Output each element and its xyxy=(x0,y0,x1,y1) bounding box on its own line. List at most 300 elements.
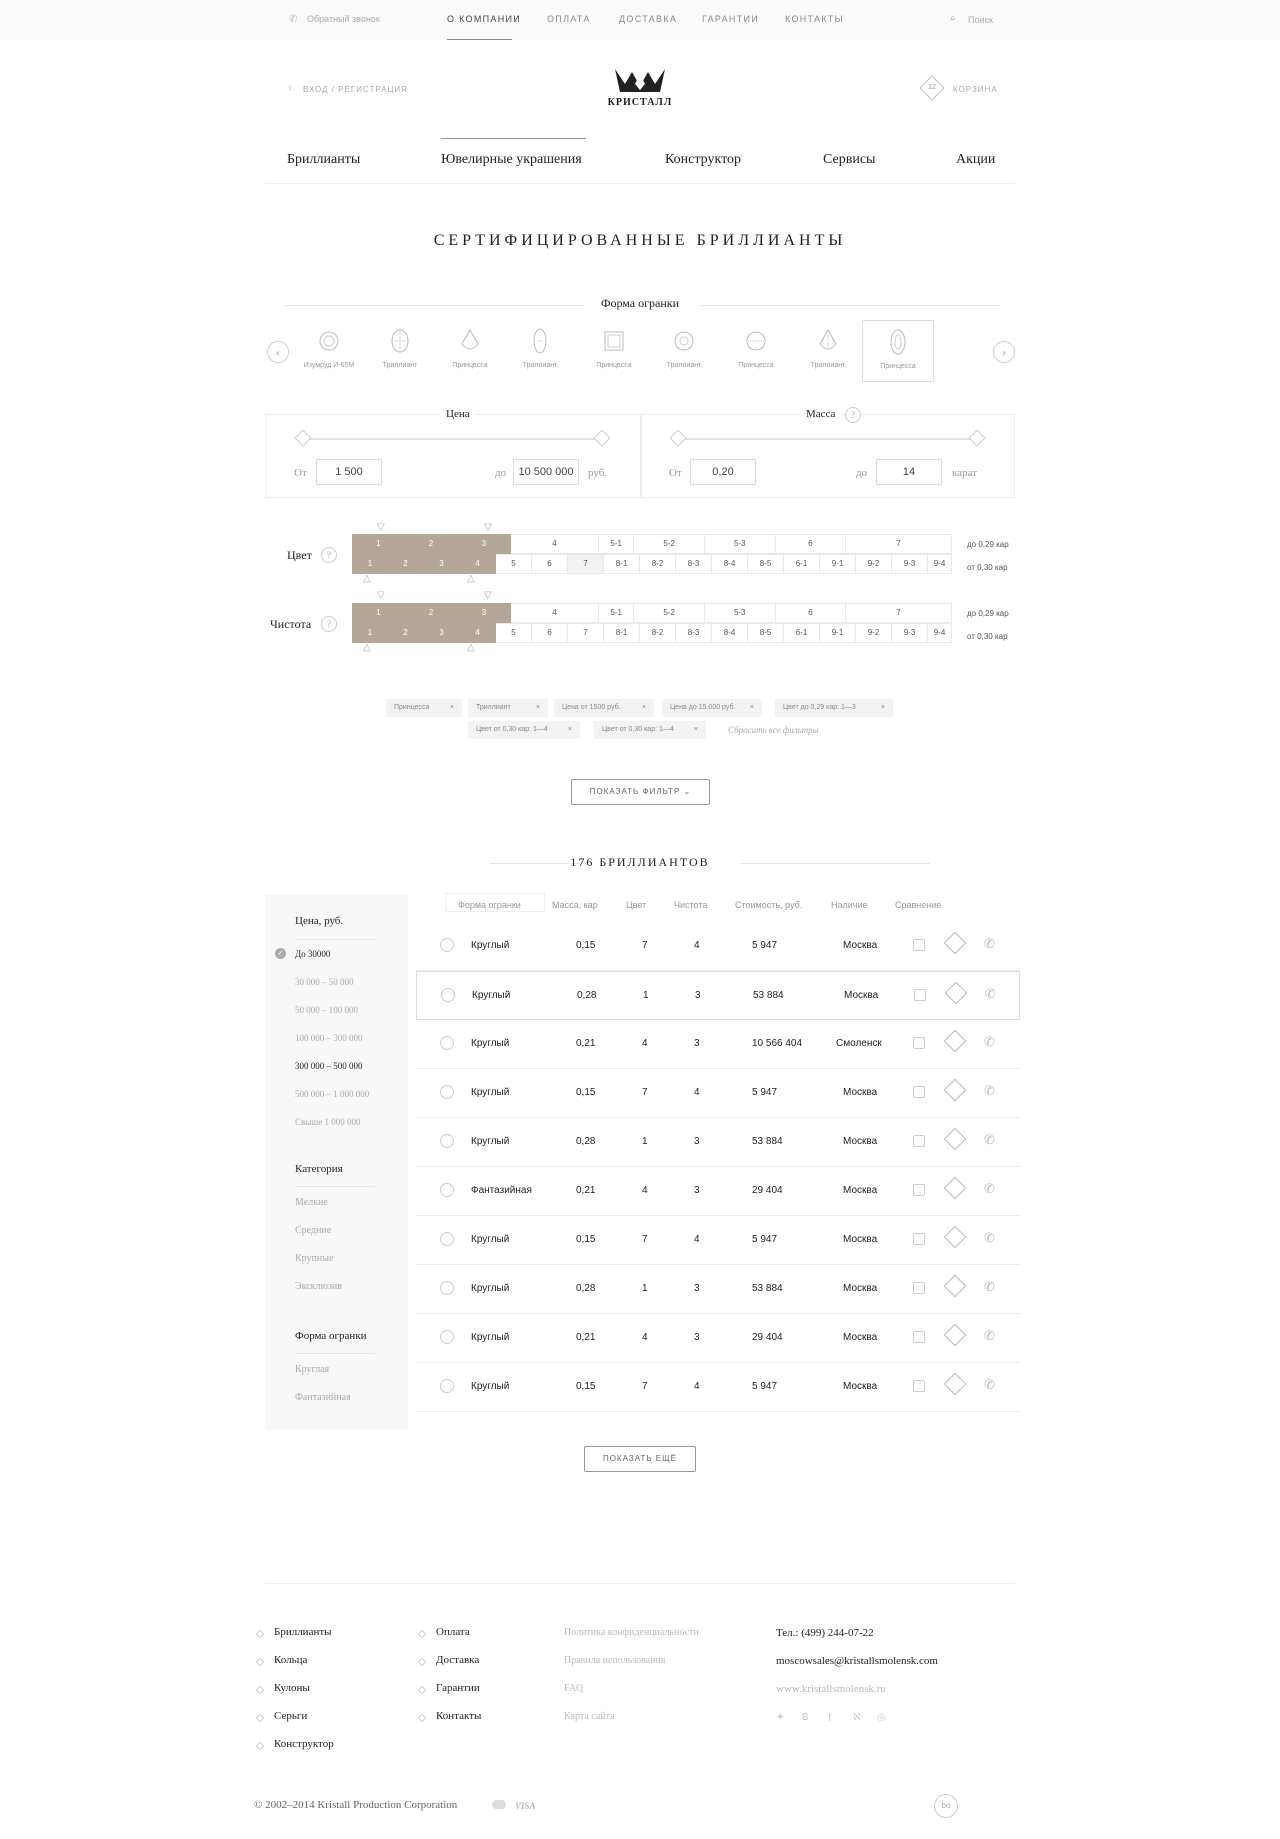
mainnav-diamonds[interactable]: Бриллианты xyxy=(287,152,361,167)
compare-checkbox[interactable] xyxy=(913,939,925,951)
cell-price: 53 884 xyxy=(752,1283,783,1294)
footer-link[interactable]: FAQ xyxy=(564,1683,584,1694)
clarity-bottom-max-handle[interactable]: △ xyxy=(467,642,475,653)
sidebar-category-title: Категория xyxy=(295,1163,343,1175)
sort-clarity[interactable]: Чистота xyxy=(674,900,708,910)
cell-shape: Круглый xyxy=(471,1136,510,1147)
download-icon[interactable] xyxy=(944,1324,967,1347)
shape-option-label: Триллиант xyxy=(522,362,558,369)
price-to-label: до xyxy=(495,467,507,479)
clarity-top-max-handle[interactable]: ▽ xyxy=(484,590,492,601)
sidebar-price-option[interactable]: 30 000 – 50 000 xyxy=(295,977,354,987)
footer-site[interactable]: www.kristallsmolensk.ru xyxy=(776,1683,886,1695)
cell-clarity: 3 xyxy=(694,1283,700,1294)
shape-filter-title: Форма огранки xyxy=(600,296,680,310)
logo-text: КРИСТАЛЛ xyxy=(607,97,673,108)
price-range xyxy=(266,414,641,498)
sidebar-shape-option[interactable]: Круглая xyxy=(295,1364,330,1375)
color-cell[interactable]: 4 xyxy=(460,554,496,574)
color-cell[interactable]: 5 xyxy=(496,554,532,574)
footer-link[interactable]: Кольца xyxy=(274,1654,308,1666)
shape-option-label: Триллиант xyxy=(382,362,418,369)
shape-option[interactable] xyxy=(364,320,436,382)
cell-mass: 0,15 xyxy=(576,940,596,951)
bullet-icon xyxy=(418,1714,426,1722)
clarity-help-icon[interactable]: ? xyxy=(321,616,337,632)
filter-tag[interactable]: Цена до 15 000 руб. × xyxy=(662,699,762,717)
diamond-shape-icon xyxy=(529,328,551,354)
cell-color: 7 xyxy=(642,940,648,951)
cell-price: 53 884 xyxy=(752,1136,783,1147)
color-cell[interactable]: 9-1 xyxy=(820,554,856,574)
clarity-cell[interactable]: 5-3 xyxy=(705,603,776,623)
clarity-cell[interactable]: 8-5 xyxy=(748,623,784,643)
clarity-cell[interactable]: 7 xyxy=(846,603,952,623)
cell-mass: 0,15 xyxy=(576,1381,596,1392)
cell-shape: Круглый xyxy=(471,1087,510,1098)
cell-color: 7 xyxy=(642,1381,648,1392)
price-slider-track[interactable] xyxy=(300,438,606,440)
show-more-button[interactable]: ПОКАЗАТЬ ЕЩЁ xyxy=(584,1446,696,1472)
logo[interactable] xyxy=(590,64,690,114)
cell-clarity: 3 xyxy=(695,990,701,1001)
diamond-shape-icon xyxy=(817,328,839,354)
clarity-cell[interactable]: 1 xyxy=(352,603,405,623)
phone-icon[interactable]: ✆ xyxy=(985,986,996,1001)
cell-mass: 0,21 xyxy=(576,1185,596,1196)
color-bottom-min-handle[interactable]: △ xyxy=(363,573,371,584)
clarity-note-2: от 0,30 кар xyxy=(967,632,1008,641)
compare-checkbox[interactable] xyxy=(913,1233,925,1245)
table-row[interactable] xyxy=(416,922,1020,971)
table-row[interactable] xyxy=(416,1314,1020,1363)
search-icon[interactable]: ⌕ xyxy=(950,13,956,24)
bullet-icon xyxy=(418,1630,426,1638)
color-cell[interactable]: 4 xyxy=(511,534,599,554)
nav-about[interactable]: О КОМПАНИИ xyxy=(447,14,522,24)
sidebar-price-option[interactable]: 100 000 – 300 000 xyxy=(295,1033,363,1043)
download-icon[interactable] xyxy=(944,1177,967,1200)
color-cell[interactable]: 6 xyxy=(776,534,847,554)
divider xyxy=(295,1186,375,1187)
diamond-icon xyxy=(440,1085,454,1099)
color-cell[interactable]: 9-3 xyxy=(892,554,928,574)
shape-option-label: Изумруд И-65М xyxy=(303,362,355,369)
clarity-note-1: до 0,29 кар xyxy=(967,609,1009,618)
bullet-icon xyxy=(256,1742,264,1750)
nav-payment[interactable]: ОПЛАТА xyxy=(547,14,591,24)
divider xyxy=(700,305,1000,306)
clarity-cell[interactable]: 1 xyxy=(352,623,388,643)
clarity-cell[interactable]: 3 xyxy=(424,623,460,643)
color-cell[interactable]: 3 xyxy=(458,534,511,554)
filter-tag[interactable]: Цвет до 0,29 кар: 1—3 × xyxy=(775,699,893,717)
close-icon[interactable]: × xyxy=(749,704,754,711)
shape-option[interactable] xyxy=(578,320,650,382)
clarity-cell[interactable]: 8-4 xyxy=(712,623,748,643)
diamond-shape-icon xyxy=(887,329,909,355)
sidebar-category-option[interactable]: Эксклюзив xyxy=(295,1281,342,1292)
cart-link[interactable]: КОРЗИНА xyxy=(953,85,998,94)
clarity-cell[interactable]: 9-1 xyxy=(820,623,856,643)
phone-icon[interactable]: ✆ xyxy=(984,1034,995,1049)
cell-availability: Москва xyxy=(843,1136,878,1147)
sort-mass[interactable]: Масса, кар xyxy=(552,900,598,910)
vk-icon[interactable]: B xyxy=(802,1712,809,1723)
copyright: © 2002–2014 Kristall Production Corporation xyxy=(254,1799,458,1811)
divider xyxy=(265,183,1015,184)
color-cell[interactable]: 6-1 xyxy=(784,554,820,574)
cart-count: 12 xyxy=(928,84,936,91)
color-cell[interactable]: 8-4 xyxy=(712,554,748,574)
download-icon[interactable] xyxy=(944,1373,967,1396)
sidebar-price-option[interactable]: 500 000 – 1 000 000 xyxy=(295,1089,370,1099)
sidebar-price-option[interactable]: До 30000 xyxy=(295,949,331,959)
cell-color: 4 xyxy=(642,1185,648,1196)
color-cell[interactable]: 2 xyxy=(405,534,458,554)
clarity-cell[interactable]: 9-3 xyxy=(892,623,928,643)
footer-link[interactable]: Политика конфиденциальности xyxy=(564,1627,699,1638)
color-cell[interactable]: 8-1 xyxy=(604,554,640,574)
nav-contacts[interactable]: КОНТАКТЫ xyxy=(785,14,844,24)
diamond-icon xyxy=(440,1281,454,1295)
close-icon[interactable]: × xyxy=(641,704,646,711)
clarity-cell[interactable]: 5 xyxy=(496,623,532,643)
compare-checkbox[interactable] xyxy=(913,1086,925,1098)
mass-to-label: до xyxy=(856,467,868,479)
cell-availability: Москва xyxy=(843,1185,878,1196)
color-label: Цвет xyxy=(287,548,312,562)
color-cell[interactable]: 6 xyxy=(532,554,568,574)
color-cell[interactable]: 5-2 xyxy=(634,534,705,554)
cell-mass: 0,21 xyxy=(576,1038,596,1049)
clarity-cell[interactable]: 6 xyxy=(532,623,568,643)
color-cell[interactable]: 8-2 xyxy=(640,554,676,574)
cell-availability: Москва xyxy=(843,1332,878,1343)
divider xyxy=(740,863,930,864)
bullet-icon xyxy=(256,1714,264,1722)
diamond-icon xyxy=(440,1379,454,1393)
price-to-input[interactable]: 10 500 000 xyxy=(513,459,579,485)
cell-shape: Круглый xyxy=(471,1038,510,1049)
footer-link[interactable]: Оплата xyxy=(436,1626,470,1638)
bullet-icon xyxy=(256,1630,264,1638)
cell-color: 1 xyxy=(642,1283,648,1294)
filter-tag[interactable]: Принцесса × xyxy=(386,699,462,717)
compare-checkbox[interactable] xyxy=(913,1282,925,1294)
color-help-icon[interactable]: ? xyxy=(321,547,337,563)
sidebar-price-option[interactable]: 300 000 – 500 000 xyxy=(295,1061,363,1071)
next-arrow-icon[interactable]: › xyxy=(993,341,1015,363)
sort-availability[interactable]: Наличие xyxy=(831,900,868,910)
price-title: Цена xyxy=(440,408,476,420)
color-cell[interactable]: 1 xyxy=(352,534,405,554)
table-row[interactable] xyxy=(416,1216,1020,1265)
bullet-icon xyxy=(256,1686,264,1694)
user-icon[interactable]: ♀ xyxy=(286,83,294,94)
cell-mass: 0,21 xyxy=(576,1332,596,1343)
odnoklassniki-icon[interactable]: ℵ xyxy=(853,1712,861,1723)
login-link[interactable]: ВХОД / РЕГИСТРАЦИЯ xyxy=(303,85,408,94)
color-bottom-max-handle[interactable]: △ xyxy=(467,573,475,584)
cell-price: 5 947 xyxy=(752,1234,778,1245)
table-row[interactable] xyxy=(416,1020,1020,1069)
footer-link[interactable]: Доставка xyxy=(436,1654,480,1666)
shape-option[interactable] xyxy=(648,320,720,382)
diamond-icon xyxy=(441,988,455,1002)
search-input[interactable]: Поиск xyxy=(968,15,993,25)
compare-checkbox[interactable] xyxy=(914,989,926,1001)
mass-slider-track[interactable] xyxy=(675,438,981,440)
mainnav-active-line xyxy=(441,138,586,139)
mass-unit: карат xyxy=(952,467,977,479)
active-nav-underline xyxy=(447,39,512,40)
mainnav-sales[interactable]: Акции xyxy=(956,152,996,167)
footer-email[interactable]: moscowsales@kristallsmolensk.com xyxy=(776,1655,938,1667)
download-icon[interactable] xyxy=(944,1128,967,1151)
phone-icon[interactable]: ✆ xyxy=(984,1083,995,1098)
sidebar-price-option[interactable]: Свыше 1 000 000 xyxy=(295,1117,361,1127)
footer-link[interactable]: Конструктор xyxy=(274,1738,334,1750)
cell-availability: Москва xyxy=(843,1381,878,1392)
phone-icon[interactable]: ✆ xyxy=(289,14,298,25)
diamond-icon xyxy=(440,1183,454,1197)
color-cell[interactable]: 5-3 xyxy=(705,534,776,554)
footer-link[interactable]: Бриллианты xyxy=(274,1626,332,1638)
page-title: СЕРТИФИЦИРОВАННЫЕ БРИЛЛИАНТЫ xyxy=(433,232,847,249)
phone-icon[interactable]: ✆ xyxy=(984,936,995,951)
download-icon[interactable] xyxy=(944,1079,967,1102)
sidebar-category-option[interactable]: Средние xyxy=(295,1225,332,1236)
table-row[interactable] xyxy=(416,1167,1020,1216)
diamond-icon xyxy=(440,1134,454,1148)
shape-option[interactable] xyxy=(293,320,365,382)
clarity-cell[interactable]: 6-1 xyxy=(784,623,820,643)
cell-shape: Круглый xyxy=(471,1381,510,1392)
color-cell[interactable]: 8-5 xyxy=(748,554,784,574)
check-icon: ✓ xyxy=(275,948,286,959)
close-icon[interactable]: × xyxy=(449,704,454,711)
footer-link[interactable]: Гарантии xyxy=(436,1682,480,1694)
cell-shape: Круглый xyxy=(472,990,511,1001)
cell-price: 5 947 xyxy=(752,940,778,951)
color-cell[interactable]: 5-1 xyxy=(599,534,634,554)
sort-shape[interactable]: Форма огранки xyxy=(458,900,521,910)
clarity-bottom-min-handle[interactable]: △ xyxy=(363,642,371,653)
table-row[interactable] xyxy=(416,1069,1020,1118)
phone-icon[interactable]: ✆ xyxy=(984,1181,995,1196)
cell-price: 53 884 xyxy=(753,990,784,1001)
compare-checkbox[interactable] xyxy=(913,1331,925,1343)
mass-to-input[interactable]: 14 xyxy=(876,459,942,485)
developer-badge[interactable]: bo xyxy=(934,1794,958,1818)
color-cell[interactable]: 3 xyxy=(424,554,460,574)
cell-color: 1 xyxy=(643,990,649,1001)
sidebar-category-option[interactable]: Крупные xyxy=(295,1253,334,1264)
cell-availability: Смоленск xyxy=(836,1038,882,1049)
cell-clarity: 4 xyxy=(694,1381,700,1392)
footer-link[interactable]: Кулоны xyxy=(274,1682,310,1694)
shape-option[interactable] xyxy=(720,320,792,382)
phone-icon[interactable]: ✆ xyxy=(984,1279,995,1294)
bullet-icon xyxy=(418,1686,426,1694)
color-top-min-handle[interactable]: ▽ xyxy=(377,522,385,533)
filter-tag[interactable]: Цвет от 0,30 кар: 1—4 × xyxy=(468,721,580,739)
download-icon[interactable] xyxy=(944,1226,967,1249)
phone-icon[interactable]: ✆ xyxy=(984,1377,995,1392)
shape-option[interactable] xyxy=(862,320,934,382)
footer-link[interactable]: Правила использования xyxy=(564,1655,666,1666)
download-icon[interactable] xyxy=(944,1275,967,1298)
mainnav-services[interactable]: Сервисы xyxy=(823,152,876,167)
sidebar-price-option[interactable]: 50 000 – 100 000 xyxy=(295,1005,358,1015)
mainnav-constructor[interactable]: Конструктор xyxy=(665,152,742,167)
nav-delivery[interactable]: ДОСТАВКА xyxy=(619,14,678,24)
color-cell[interactable]: 2 xyxy=(388,554,424,574)
price-from-label: От xyxy=(294,467,307,479)
cell-price: 10 566 404 xyxy=(752,1038,803,1049)
result-count: 176 БРИЛЛИАНТОВ xyxy=(570,855,710,869)
clarity-cell[interactable]: 2 xyxy=(388,623,424,643)
mainnav-jewelry[interactable]: Ювелирные украшения xyxy=(441,152,582,167)
diamond-icon xyxy=(440,938,454,952)
download-icon[interactable] xyxy=(945,982,968,1005)
compare-checkbox[interactable] xyxy=(913,1037,925,1049)
clarity-cell[interactable]: 2 xyxy=(405,603,458,623)
sidebar-shape-option[interactable]: Фантазийная xyxy=(295,1392,351,1403)
prev-arrow-icon[interactable]: ‹ xyxy=(267,341,289,363)
clarity-top-min-handle[interactable]: ▽ xyxy=(377,590,385,601)
clarity-cell[interactable]: 8-1 xyxy=(604,623,640,643)
cell-clarity: 4 xyxy=(694,1234,700,1245)
color-cell[interactable]: 9-4 xyxy=(928,554,952,574)
mass-help-icon[interactable]: ? xyxy=(845,407,861,423)
footer-link[interactable]: Контакты xyxy=(436,1710,482,1722)
visa-logo: VISA xyxy=(515,1801,536,1811)
cell-color: 7 xyxy=(642,1234,648,1245)
compare-checkbox[interactable] xyxy=(913,1380,925,1392)
sidebar-shape-title: Форма огранки xyxy=(295,1330,367,1342)
phone-icon[interactable]: ✆ xyxy=(984,1230,995,1245)
nav-guarantee[interactable]: ГАРАНТИИ xyxy=(702,14,760,24)
cell-price: 29 404 xyxy=(752,1185,783,1196)
filter-tag[interactable]: Цена от 1500 руб. × xyxy=(554,699,654,717)
clarity-cell[interactable]: 9-4 xyxy=(928,623,952,643)
price-from-input[interactable]: 1 500 xyxy=(316,459,382,485)
shape-option[interactable] xyxy=(504,320,576,382)
clarity-cell[interactable]: 6 xyxy=(776,603,847,623)
download-icon[interactable] xyxy=(944,1030,967,1053)
close-icon[interactable]: × xyxy=(880,704,885,711)
color-cell[interactable]: 8-3 xyxy=(676,554,712,574)
phone-icon[interactable]: ✆ xyxy=(984,1132,995,1147)
filter-tag[interactable]: Триллиант × xyxy=(468,699,548,717)
clarity-cell[interactable]: 9-2 xyxy=(856,623,892,643)
color-cell[interactable]: 9-2 xyxy=(856,554,892,574)
sidebar-price-title: Цена, руб. xyxy=(295,915,344,927)
instagram-icon[interactable]: ◎ xyxy=(877,1712,886,1723)
cell-shape: Круглый xyxy=(471,1332,510,1343)
table-row[interactable] xyxy=(416,1118,1020,1167)
clarity-cell[interactable]: 7 xyxy=(568,623,604,643)
color-cell[interactable]: 1 xyxy=(352,554,388,574)
sidebar xyxy=(265,895,408,1430)
clarity-cell[interactable]: 8-2 xyxy=(640,623,676,643)
sort-price[interactable]: Стоимость, руб. xyxy=(735,900,803,910)
clarity-cell[interactable]: 8-3 xyxy=(676,623,712,643)
bullet-icon xyxy=(418,1658,426,1666)
sort-color[interactable]: Цвет xyxy=(626,900,647,910)
cell-clarity: 3 xyxy=(694,1136,700,1147)
compare-checkbox[interactable] xyxy=(913,1135,925,1147)
table-row[interactable] xyxy=(416,1363,1020,1412)
footer-link[interactable]: Серьги xyxy=(274,1710,308,1722)
shape-option-label: Принцесса xyxy=(880,363,916,370)
clarity-cell[interactable]: 5-2 xyxy=(634,603,705,623)
filter-tag[interactable]: Цвет от 0,30 кар: 1—4 × xyxy=(594,721,706,739)
diamond-icon xyxy=(440,1232,454,1246)
mass-range xyxy=(641,414,1015,498)
cell-clarity: 4 xyxy=(694,940,700,951)
cell-clarity: 3 xyxy=(694,1038,700,1049)
cell-shape: Круглый xyxy=(471,940,510,951)
close-icon[interactable]: × xyxy=(535,704,540,711)
show-filter-button[interactable]: ПОКАЗАТЬ ФИЛЬТР ⌄ xyxy=(571,779,710,805)
mass-from-input[interactable]: 0,20 xyxy=(690,459,756,485)
cell-mass: 0,28 xyxy=(576,1283,596,1294)
cell-clarity: 3 xyxy=(694,1185,700,1196)
color-cell[interactable]: 7 xyxy=(846,534,952,554)
clarity-cell[interactable]: 5-1 xyxy=(599,603,634,623)
mass-from-label: От xyxy=(669,467,682,479)
phone-icon[interactable]: ✆ xyxy=(984,1328,995,1343)
bullet-icon xyxy=(256,1658,264,1666)
clarity-label: Чистота xyxy=(270,617,312,631)
cell-availability: Москва xyxy=(843,1283,878,1294)
mastercard-icon xyxy=(492,1800,506,1809)
diamond-shape-icon xyxy=(389,328,411,354)
cell-availability: Москва xyxy=(844,990,879,1001)
shape-option-label: Триллиант xyxy=(666,362,702,369)
close-icon[interactable]: × xyxy=(693,726,698,733)
shape-option-label: Триллиант xyxy=(810,362,846,369)
clarity-cell[interactable]: 4 xyxy=(511,603,599,623)
shape-option-label: Принцесса xyxy=(452,362,488,369)
clarity-cell[interactable]: 4 xyxy=(460,623,496,643)
cell-clarity: 4 xyxy=(694,1087,700,1098)
color-cell[interactable]: 7 xyxy=(568,554,604,574)
shape-option[interactable] xyxy=(434,320,506,382)
facebook-icon[interactable]: f xyxy=(828,1712,832,1724)
table-row[interactable] xyxy=(416,971,1020,1020)
close-icon[interactable]: × xyxy=(567,726,572,733)
color-top-max-handle[interactable]: ▽ xyxy=(484,522,492,533)
footer-phone: Тел.: (499) 244-07-22 xyxy=(776,1627,874,1639)
clarity-cell[interactable]: 3 xyxy=(458,603,511,623)
compare-checkbox[interactable] xyxy=(913,1184,925,1196)
table-row[interactable] xyxy=(416,1265,1020,1314)
callback-link[interactable]: Обратный звонок xyxy=(307,14,380,24)
shape-option-label: Принцесса xyxy=(738,362,774,369)
footer-link[interactable]: Карта сайта xyxy=(564,1711,615,1722)
download-icon[interactable] xyxy=(944,932,967,955)
diamond-shape-icon xyxy=(459,328,481,354)
color-note-2: от 0,30 кар xyxy=(967,563,1008,572)
twitter-icon[interactable]: ✦ xyxy=(776,1712,785,1723)
shape-option[interactable] xyxy=(792,320,864,382)
reset-filters-link[interactable]: Сбросить все фильтры xyxy=(728,725,819,735)
sidebar-category-option[interactable]: Мелкие xyxy=(295,1197,328,1208)
